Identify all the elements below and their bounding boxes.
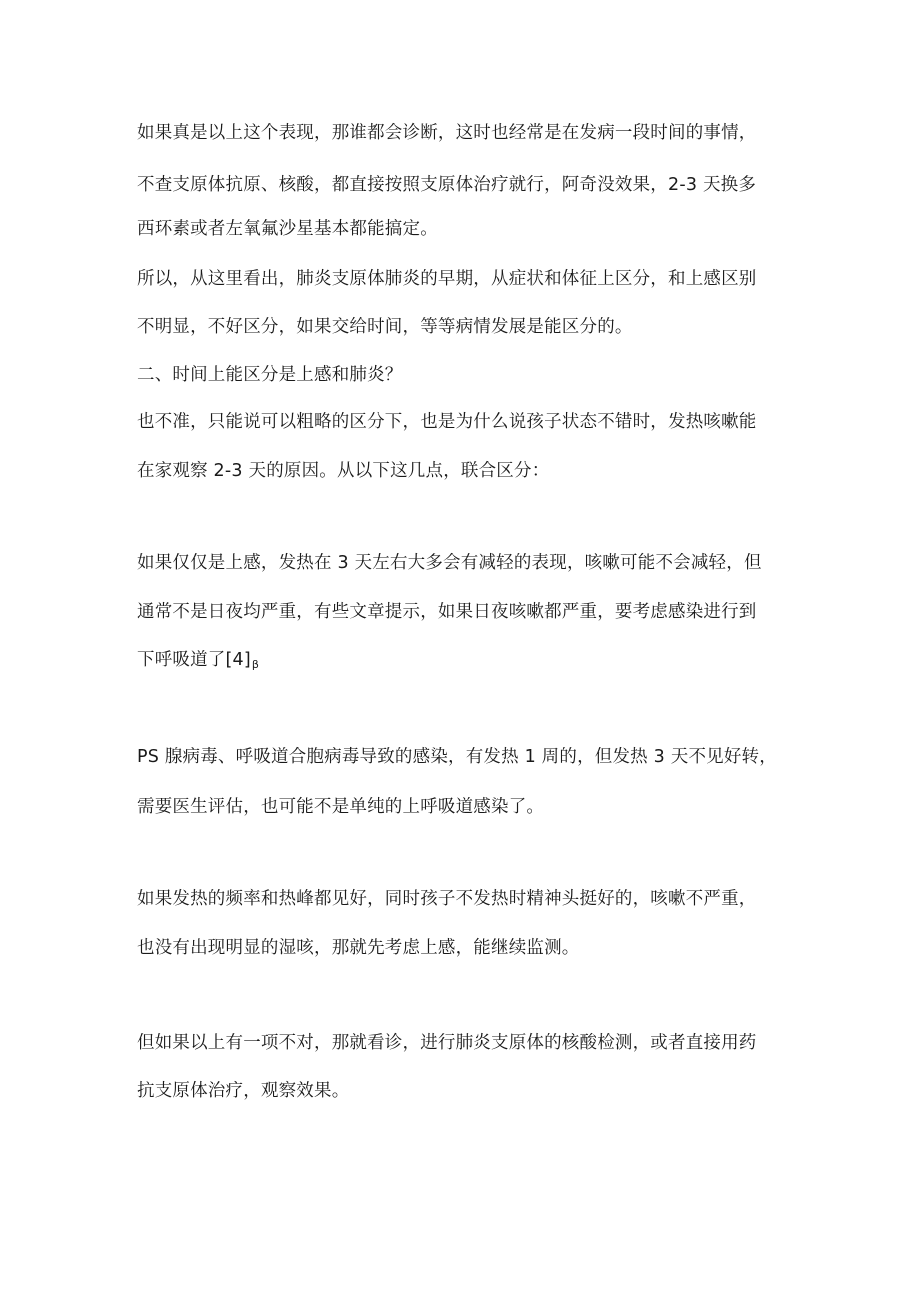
text-line-14: 如果发热的频率和热峰都见好，同时孩子不发热时精神头挺好的，咳嗽不严重， xyxy=(137,889,757,909)
section-heading: 二、时间上能区分是上感和肺炎？ xyxy=(137,365,403,385)
text-line-17: 抗支原体治疗，观察效果。 xyxy=(137,1081,350,1101)
text-line-3: 西环素或者左氧氟沙星基本都能搞定。 xyxy=(137,219,438,239)
text-line-4: 所以，从这里看出，肺炎支原体肺炎的早期，从症状和体征上区分，和上感区别 xyxy=(137,269,757,289)
text-line-13: 需要医生评估，也可能不是单纯的上呼吸道感染了。 xyxy=(137,797,545,817)
text-line-12: PS 腺病毒、呼吸道合胞病毒导致的感染，有发热 1 周的，但发热 3 天不见好转， xyxy=(137,747,777,767)
footnote-mark: β xyxy=(251,658,260,671)
text-line-15: 也没有出现明显的湿咳，那就先考虑上感，能继续监测。 xyxy=(137,938,580,958)
text-line-10: 通常不是日夜均严重，有些文章提示，如果日夜咳嗽都严重，要考虑感染进行到 xyxy=(137,602,757,622)
text-line-7: 也不准，只能说可以粗略的区分下，也是为什么说孩子状态不错时，发热咳嗽能 xyxy=(137,412,757,432)
text-line-11 xyxy=(137,648,259,677)
text-line-5: 不明显，不好区分，如果交给时间，等等病情发展是能区分的。 xyxy=(137,317,633,337)
text-line-11-body: 下呼吸道了[4] xyxy=(137,650,251,670)
text-line-8: 在家观察 2-3 天的原因。从以下这几点，联合区分： xyxy=(137,461,550,481)
text-line-9: 如果仅仅是上感，发热在 3 天左右大多会有减轻的表现，咳嗽可能不会减轻，但 xyxy=(137,553,762,573)
text-line-1: 如果真是以上这个表现，那谁都会诊断，这时也经常是在发病一段时间的事情， xyxy=(137,123,757,143)
text-line-16: 但如果以上有一项不对，那就看诊，进行肺炎支原体的核酸检测，或者直接用药 xyxy=(137,1033,757,1053)
text-line-2: 不查支原体抗原、核酸，都直接按照支原体治疗就行，阿奇没效果，2-3 天换多 xyxy=(137,175,757,195)
